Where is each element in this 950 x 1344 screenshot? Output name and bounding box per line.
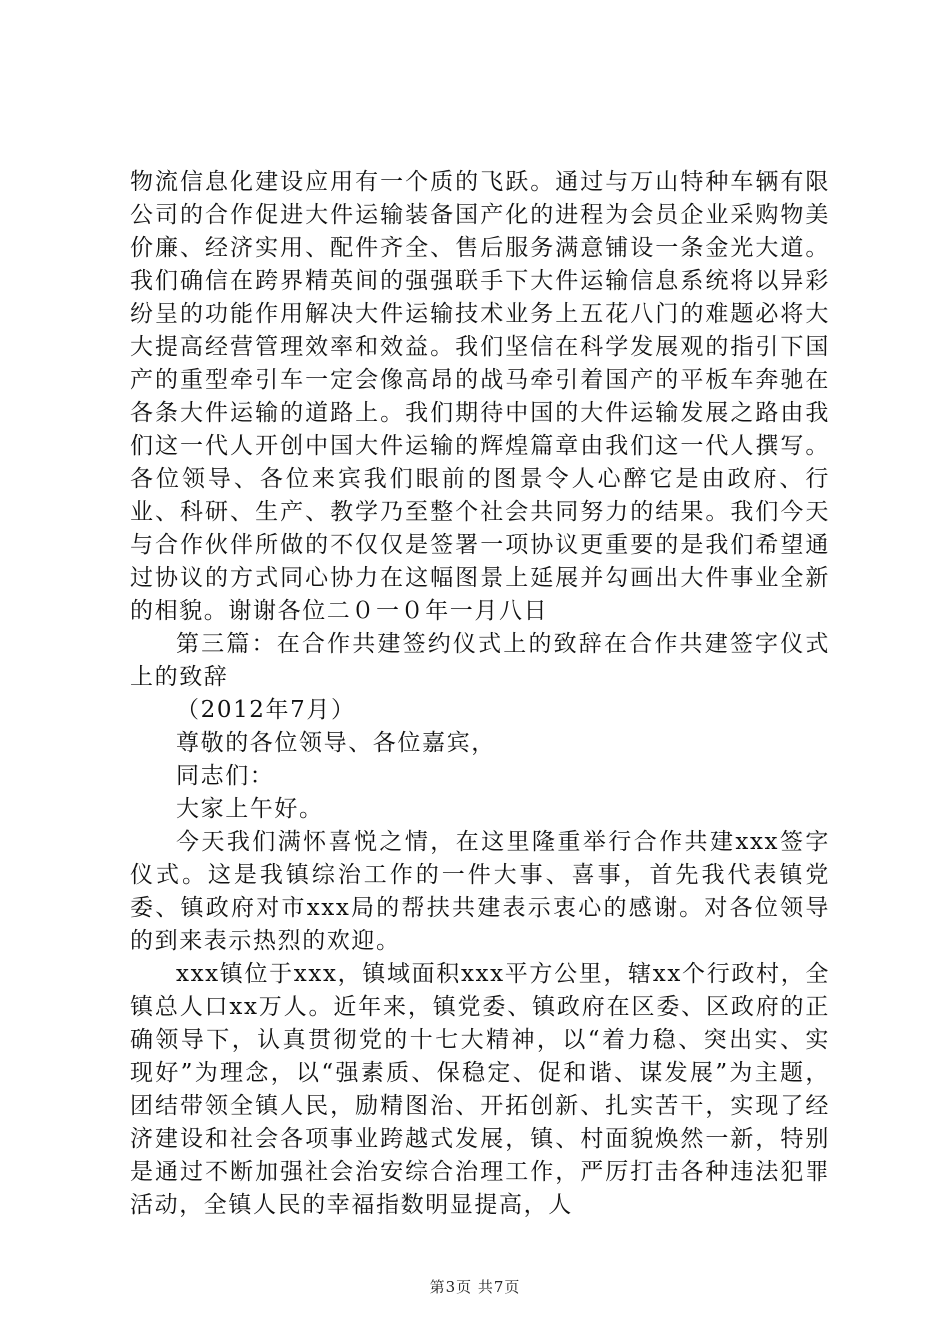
paragraph-town-intro: xxx镇位于xxx，镇域面积xxx平方公里，辖xx个行政村，全镇总人口xx万人。近年来，镇党委、镇政府在区委、区政府的正确领导下，认真贯彻党的十七大精神，以“着力稳、突出实、实现好”为理念，以“强素质、保稳定、促和谐、谋发展”为主题，团结带领全镇人民，励精图治、开拓创新、扎实苦干，实现了经济建设和社会各项事业跨越式发展，镇、村面貌焕然一新，特别是通过不断加强社会治安综合治理工作，严厉打击各种违法犯罪活动，全镇人民的幸福指数明显提高，人 <box>130 961 830 1218</box>
salutation-guests: 尊敬的各位领导、各位嘉宾， <box>176 730 496 756</box>
paragraph-opening: 今天我们满怀喜悦之情，在这里隆重举行合作共建xxx签字仪式。这是我镇综治工作的一件大事、喜事，首先我代表镇党委、镇政府对市xxx局的帮扶共建表示衷心的感谢。对各位领导的到来表示热烈的欢迎。 <box>130 829 830 954</box>
paragraph-continuation: 物流信息化建设应用有一个质的飞跃。通过与万山特种车辆有限公司的合作促进大件运输装备国产化的进程为会员企业采购物美价廉、经济实用、配件齐全、售后服务满意铺设一条金光大道。我们确信在跨界精英间的强强联手下大件运输信息系统将以异彩纷呈的功能作用解决大件运输技术业务上五花八门的难题必将大大提高经营管理效率和效益。我们坚信在科学发展观的指引下国产的重型牵引车一定会像高昂的战马牵引着国产的平板车奔驰在各条大件运输的道路上。我们期待中国的大件运输发展之路由我们这一代人开创中国大件运输的辉煌篇章由我们这一代人撰写。各位领导、各位来宾我们眼前的图景令人心醉它是由政府、行业、科研、生产、教学乃至整个社会共同努力的结果。我们今天与合作伙伴所做的不仅仅是签署一项协议更重要的是我们希望通过协议的方式同心协力在这幅图景上延展并勾画出大件事业全新的相貌。谢谢各位二０一０年一月八日 <box>130 169 830 624</box>
document-body <box>130 166 830 1222</box>
greeting: 大家上午好。 <box>176 796 324 822</box>
salutation-comrades: 同志们： <box>176 763 275 789</box>
page-number-footer: 第3页 共7页 <box>429 1278 521 1296</box>
section-heading: 第三篇：在合作共建签约仪式上的致辞在合作共建签字仪式上的致辞 <box>130 631 830 690</box>
speech-date: （2012年7月） <box>176 697 356 723</box>
